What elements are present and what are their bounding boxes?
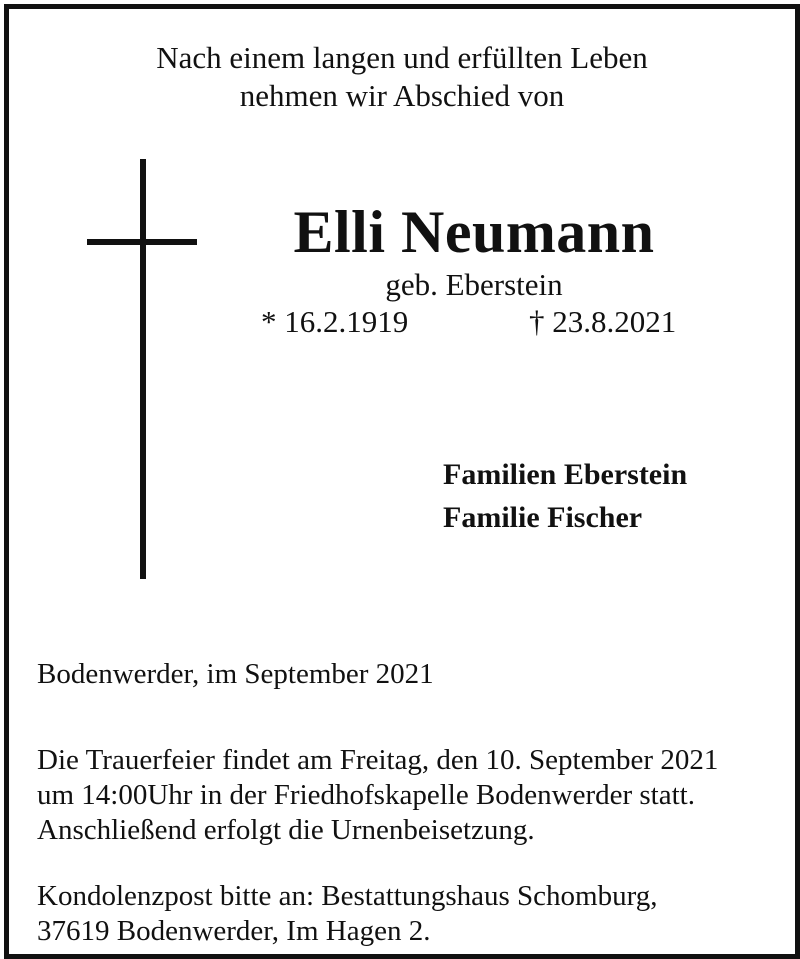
cross-vertical-bar <box>140 159 146 579</box>
mourning-families <box>443 453 687 539</box>
obituary-frame <box>4 4 800 959</box>
ceremony-line: Die Trauerfeier findet am Freitag, den 10. September 2021 <box>37 744 719 776</box>
family-name: Familie Fischer <box>443 501 643 534</box>
intro-line: Nach einem langen und erfüllten Leben <box>156 40 648 75</box>
place-date: Bodenwerder, im September 2021 <box>37 658 434 690</box>
ceremony-line: um 14:00Uhr in der Friedhofskapelle Bodenwerder statt. <box>37 779 695 811</box>
family-name: Familien Eberstein <box>443 458 688 491</box>
intro-line: nehmen wir Abschied von <box>239 78 565 113</box>
birth-date: * 16.2.1919 <box>261 304 409 339</box>
maiden-name: geb. Eberstein <box>385 267 563 302</box>
ceremony-info <box>37 743 718 848</box>
cross-icon <box>87 159 197 579</box>
ceremony-line: Anschließend erfolgt die Urnenbeisetzung. <box>37 814 535 846</box>
death-date: † 23.8.2021 <box>529 304 677 339</box>
condolence-line: Kondolenzpost bitte an: Bestattungshaus Schomburg, <box>37 880 658 912</box>
condolence-info <box>37 879 657 949</box>
deceased-name: Elli Neumann <box>293 199 655 265</box>
intro-text <box>9 39 795 115</box>
condolence-line: 37619 Bodenwerder, Im Hagen 2. <box>37 915 431 947</box>
cross-horizontal-bar <box>87 239 197 245</box>
